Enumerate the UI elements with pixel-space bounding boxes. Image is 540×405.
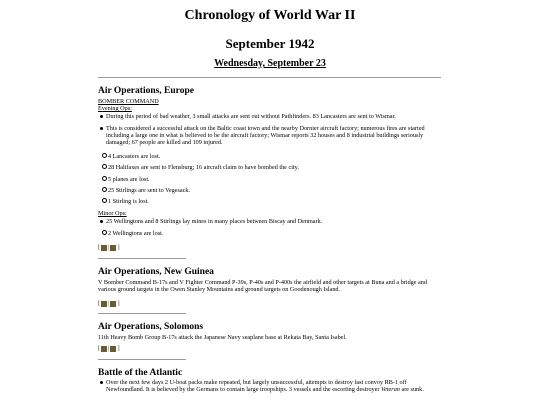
- section-heading-atlantic: Battle of the Atlantic: [98, 368, 183, 378]
- section-heading-europe: Air Operations, Europe: [98, 86, 194, 96]
- circle-bullet-icon: [102, 198, 107, 203]
- prev-icon[interactable]: [101, 301, 107, 307]
- divider: [98, 258, 186, 259]
- next-icon[interactable]: [110, 346, 116, 352]
- prev-icon[interactable]: [101, 346, 107, 352]
- month-title: September 1942: [225, 36, 315, 51]
- circle-bullet-icon: [102, 187, 107, 192]
- bullet-icon: [100, 381, 103, 384]
- list-item: 28 Halifaxes are sent to Flensburg; 16 aircraft claim to have bombed the city.: [100, 164, 445, 171]
- list-item: 4 Lancasters are lost.: [100, 153, 445, 160]
- day-heading[interactable]: Wednesday, September 23: [214, 58, 326, 69]
- list-item: 25 Wellingtons and 8 Stirlings lay mines in many places between Biscay and Denmark.: [98, 218, 443, 225]
- bullet-icon: [100, 127, 103, 130]
- nav-links: [ | ]: [98, 300, 120, 307]
- divider: [98, 313, 186, 314]
- list-item: 2 Wellingtons are lost.: [100, 230, 445, 237]
- circle-bullet-icon: [102, 230, 107, 235]
- list-item: Over the next few days 2 U-boat packs make repeated, but largely unsuccessful, attempts to destroy fast convoy RB-1 off Newfoundland. It is believed by the Germans to contain large troopships. 3 vessels and the escorting destroyer Veteran are sunk.: [98, 379, 443, 393]
- circle-bullet-icon: [102, 176, 107, 181]
- circle-bullet-icon: [102, 164, 107, 169]
- next-icon[interactable]: [110, 245, 116, 251]
- list-item: 1 Stirling is lost.: [100, 198, 445, 205]
- prev-icon[interactable]: [101, 245, 107, 251]
- list-item: This is considered a successful attack on the Baltic coast town and the nearby Dornier aircraft factory; numerous fires are started including a large one in what is believed to be the aircraft factory; Wismar reports 32 houses and 8 industrial buildings seriously damaged; 67 people are killed and 109 injured.: [98, 125, 443, 147]
- bomber-command-link[interactable]: BOMBER COMMAND: [98, 98, 159, 105]
- bullet-icon: [100, 115, 103, 118]
- section-heading-new-guinea: Air Operations, New Guinea: [98, 267, 214, 277]
- list-item: 5 planes are lost.: [100, 176, 445, 183]
- divider: [98, 359, 186, 360]
- section-text: V Bomber Command B-17s and V Fighter Command P-39s, P-40s and P-400s the airfield and other targets at Buna and a bridge and various ground targets in the Owen Stanley Mountains and ground targets on Goodenough Island.: [98, 279, 427, 294]
- page-title: Chronology of World War II: [184, 8, 356, 23]
- minor-ops-label: Minor Ops:: [98, 210, 127, 217]
- section-text: 11th Heavy Bomb Group B-17s attack the Japanese Navy seaplane base at Rekata Bay, Santa Isabel.: [98, 334, 347, 341]
- circle-bullet-icon: [102, 153, 107, 158]
- bullet-icon: [100, 220, 103, 223]
- nav-links: [ | ]: [98, 345, 120, 352]
- evening-ops-label: Evening Ops:: [98, 105, 132, 112]
- next-icon[interactable]: [110, 301, 116, 307]
- list-item: 25 Stirlings are sent to Vegesack.: [100, 187, 445, 194]
- section-heading-solomons: Air Operations, Solomons: [98, 322, 204, 332]
- list-item: During this period of bad weather, 3 small attacks are sent out without Pathfinders. 83 Lancasters are sent to Wismar.: [98, 113, 443, 120]
- nav-links: [ | ]: [98, 244, 120, 251]
- divider: [98, 77, 441, 78]
